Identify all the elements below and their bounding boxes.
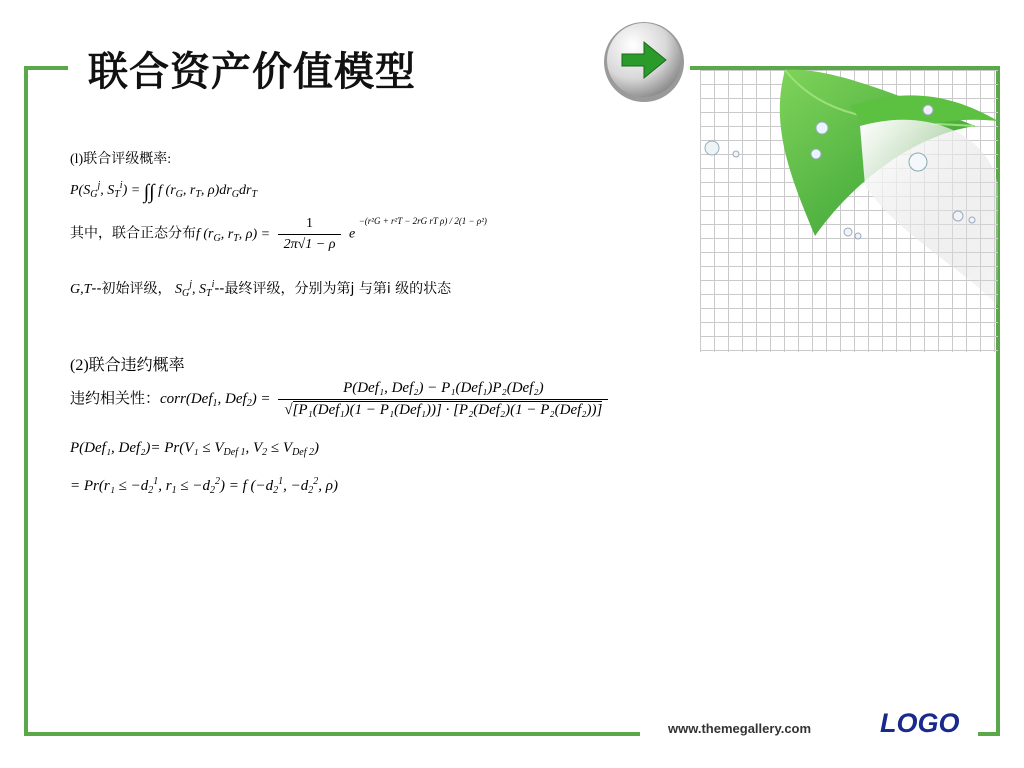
joint-default-text: P(Def₁, Def₂)= Pr(V₁ ≤ V	[70, 440, 224, 456]
density-line: 其中，联合正态分布f ($r_G$, $r_T$, ρ) = $\frac{1}{2\pi√1 - \rho}$ e $^{-(r^2G + r^2T - 2rG rT \rho) / 2(1 - \rho^2)}$	[70, 215, 487, 252]
density-numerator: 1	[278, 216, 342, 235]
section2-heading: (2)联合违约概率	[70, 357, 185, 374]
logo: LOGO	[880, 708, 960, 738]
vars-gt: G,T	[70, 282, 92, 297]
vars-initial: --初始评级，	[91, 281, 172, 297]
section1-heading: (l)联合评级概率:	[70, 152, 172, 167]
density-prefix: 其中，联合正态分布	[70, 225, 196, 242]
corr-numerator: P(Def₁, Def₂) − P₁(Def₁)P₂(Def₂)	[278, 380, 608, 400]
exp-power: −(r²G + r²T − 2rG rT ρ) / 2(1 − ρ²)	[358, 215, 487, 226]
corr-lhs: corr(Def	[160, 390, 213, 407]
frame-bottom-left	[24, 732, 640, 736]
corr-denominator-text: [P₁(Def₁)(1 − P₁(Def₁))] · [P₂(Def₂)(1 − P₂(Def₂))]	[292, 402, 603, 418]
density-denominator: 2π√1 − ρ	[283, 237, 336, 252]
joint-default-line: P(Def₁, $Def_2)= Pr(V_1 \le V_{Def 1}$, $V_2 \le V_{Def 2}$)	[70, 440, 320, 458]
correlation-line: 违约相关性：corr(Def$_1$, Def$_2$) = $\frac{\text{P(Def₁, Def₂) − P₁(Def₁)P₂(Def₂)}}{\text{√[P₁(Def₁)(1 − P₁(Def₁))] · [P₂(Def₂)(1 − P₂(Def₂))]}}$	[70, 380, 612, 419]
threshold-end: f (−d	[242, 478, 274, 494]
eq1-lhs: P(S	[70, 183, 91, 198]
corr-label: 违约相关性：	[70, 388, 161, 407]
vars-final: --最终评级，分别为第j 与第i 级的状态	[214, 281, 452, 297]
page-title: 联合资产价值模型	[88, 49, 416, 95]
frame-top-left	[24, 66, 68, 70]
density-fn: f (r	[196, 226, 214, 242]
density-fraction	[278, 216, 342, 253]
joint-rating-equation: $P(S_G^j$, $S_T^i$) = ∫∫ f ($r_G$, $r_T$, $\rho)dr_Gdr_T$	[70, 180, 257, 203]
eq1-tail: dr	[219, 183, 232, 198]
corr-fraction	[278, 380, 608, 419]
frame-bottom-right	[978, 732, 1000, 736]
corr-denominator: √[P₁(Def₁)(1 − P₁(Def₁))] · [P₂(Def₂)(1 − P₂(Def₂))]	[284, 402, 603, 418]
vars-s: S	[175, 282, 183, 297]
right-arrow-icon[interactable]	[602, 20, 686, 104]
threshold-text: = Pr(r₁ ≤ −d	[70, 478, 149, 494]
frame-left	[24, 66, 28, 736]
exp-base: e	[348, 226, 356, 242]
joint-default-threshold-line: = $Pr(r_1 \le -d_2^1$, $r_1 \le -d_2^2) = f$ ($-d_2^1$, $-d_2^2$, ρ)	[70, 476, 338, 496]
state-vars-line: G,T--初始评级， $S_G^j$, $S_T^i--$最终评级，分别为第j 与第i 级的状态	[70, 279, 452, 299]
footer-url[interactable]: www.themegallery.com	[668, 721, 812, 736]
eq1-rhs: f (r	[158, 183, 176, 198]
leaf-decoration	[700, 66, 998, 356]
